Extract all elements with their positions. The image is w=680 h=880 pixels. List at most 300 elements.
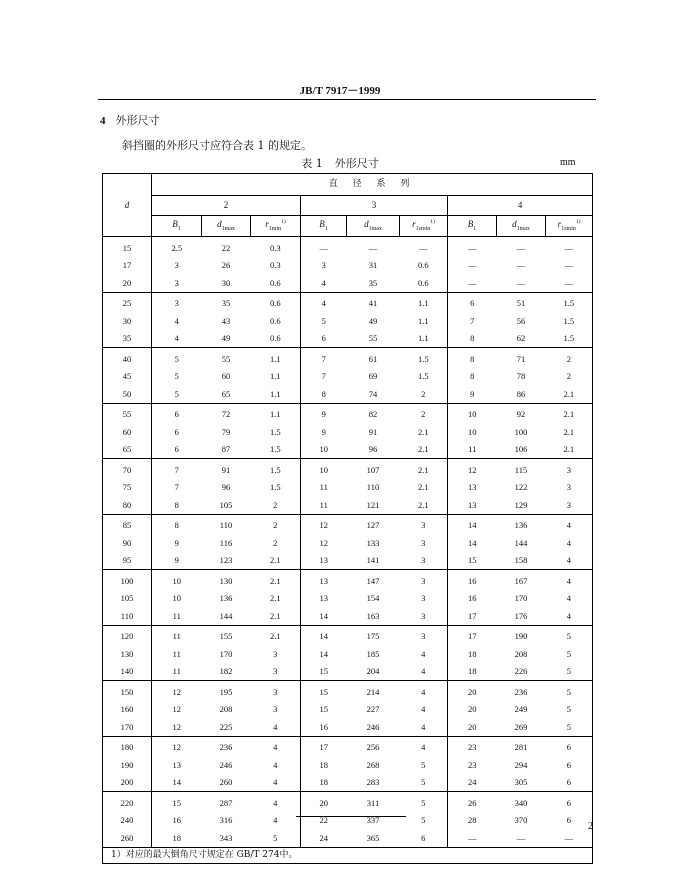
table-cell: 15 — [152, 792, 202, 812]
table-row — [103, 423, 593, 441]
table-cell: 2.1 — [417, 426, 429, 437]
table-cell: 1.1 — [269, 371, 281, 381]
table-cell: 3 — [421, 555, 426, 565]
table-cell: 6 — [174, 426, 179, 437]
table-cell: 204 — [366, 666, 380, 676]
table-cell: 12 — [301, 534, 347, 552]
table-cell: 2.1 — [546, 403, 593, 423]
table-row — [103, 479, 593, 497]
table-cell: 249 — [514, 704, 528, 714]
cell-d: 120 — [103, 625, 152, 645]
table-cell: 4 — [400, 681, 448, 701]
table-cell: 141 — [366, 555, 380, 565]
table-cell: 3 — [152, 292, 202, 312]
table-row — [103, 459, 593, 479]
table-cell: 12 — [152, 681, 202, 701]
cell-d: 140 — [103, 663, 152, 681]
table-cell: 14 — [301, 625, 347, 645]
table-cell: 92 — [497, 403, 546, 423]
table-cell: 0.6 — [417, 260, 429, 270]
table-cell: 283 — [366, 777, 380, 787]
table-cell: 2 — [566, 371, 571, 381]
cell-d: 110 — [103, 607, 152, 625]
table-cell: 7 — [448, 312, 497, 330]
table-cell: 5 — [301, 312, 347, 330]
table-cell: 18 — [448, 663, 497, 681]
table-cell: 294 — [514, 759, 528, 770]
table-cell: 185 — [366, 648, 380, 659]
table-row — [103, 385, 593, 403]
table-cell: 4 — [400, 736, 448, 756]
table-cell: 4 — [301, 292, 347, 312]
table-cell: — — [347, 237, 400, 257]
table-cell: 365 — [366, 832, 380, 843]
cell-d: 65 — [103, 441, 152, 459]
section-text: 斜挡圈的外形尺寸应符合表 1 的规定。 — [122, 139, 312, 152]
header-group-2: 2 — [152, 196, 301, 216]
table-cell: 61 — [347, 348, 400, 368]
table-cell: 2.1 — [563, 426, 575, 437]
table-cell: 10 — [448, 423, 497, 441]
table-cell: 4 — [421, 648, 426, 659]
table-cell: 147 — [347, 570, 400, 590]
table-cell: 51 — [497, 292, 546, 312]
table-cell: 2.1 — [400, 459, 448, 479]
table-cell: 144 — [219, 610, 233, 621]
table-cell: 4 — [566, 555, 571, 565]
table-row — [103, 607, 593, 625]
table-cell: 5 — [566, 721, 571, 732]
table-cell: 17 — [448, 607, 497, 625]
table-row — [103, 348, 593, 368]
table-cell: 74 — [368, 388, 378, 399]
table-cell: 1.1 — [251, 403, 301, 423]
table-cell: 20 — [301, 792, 347, 812]
table-cell: 1.1 — [251, 348, 301, 368]
header-b-3: $B_1$ — [301, 216, 347, 237]
table-cell: 3 — [400, 570, 448, 590]
cell-d: 200 — [103, 774, 152, 792]
table-cell: 1.5 — [546, 292, 593, 312]
table-cell: — — [546, 237, 593, 257]
table-cell: 176 — [514, 610, 528, 621]
table-cell: 96 — [221, 482, 231, 492]
table-cell: 22 — [301, 812, 347, 830]
table-row — [103, 829, 593, 847]
table-cell: 24 — [301, 829, 347, 847]
table-cell: 15 — [301, 701, 347, 719]
table-cell: 2 — [273, 499, 278, 510]
table-cell: 1.5 — [400, 348, 448, 368]
cell-d: 20 — [103, 274, 152, 292]
table-cell: 170 — [219, 648, 233, 659]
page-number: 2 — [588, 821, 593, 832]
cell-d: 260 — [103, 829, 152, 847]
table-cell: 268 — [366, 759, 380, 770]
table-cell: 11 — [301, 479, 347, 497]
table-cell: 14 — [448, 514, 497, 534]
header-dmax-3: $d_{1max}$ — [347, 216, 400, 237]
table-cell: 163 — [366, 610, 380, 621]
table-cell: 2 — [273, 537, 278, 548]
table-row — [103, 441, 593, 459]
table-cell: 133 — [366, 537, 380, 548]
table-cell: 56 — [516, 315, 526, 326]
table-row — [103, 681, 593, 701]
table-cell: 3 — [251, 681, 301, 701]
table-cell: 13 — [448, 496, 497, 514]
table-cell: 69 — [368, 371, 378, 381]
table-cell: 8 — [301, 385, 347, 403]
header-series: 直 径 系 列 — [152, 174, 593, 196]
header-dmax-4: $d_{1max}$ — [497, 216, 546, 237]
table-cell: 175 — [347, 625, 400, 645]
table-cell: — — [497, 237, 546, 257]
table-cell: 305 — [514, 777, 528, 787]
table-cell: 287 — [202, 792, 251, 812]
table-cell: 136 — [497, 514, 546, 534]
table-cell: 4 — [421, 704, 426, 714]
table-cell: 14 — [301, 645, 347, 663]
table-cell: 17 — [448, 625, 497, 645]
table-cell: 8 — [448, 348, 497, 368]
table-cell: 4 — [273, 759, 278, 770]
cell-d: 240 — [103, 812, 152, 830]
table-cell: 12 — [152, 736, 202, 756]
table-cell: 2.1 — [417, 499, 429, 510]
table-cell: 7 — [301, 368, 347, 386]
table-cell: 208 — [219, 704, 233, 714]
table-cell: 3 — [174, 277, 179, 288]
table-cell: 1.5 — [269, 444, 281, 454]
cell-d: 80 — [103, 496, 152, 514]
cell-d: 190 — [103, 756, 152, 774]
table-cell: 87 — [221, 444, 231, 454]
table-cell: 23 — [448, 736, 497, 756]
table-cell: 2.1 — [251, 570, 301, 590]
table-cell: 6 — [421, 832, 426, 843]
table-cell: 18 — [301, 756, 347, 774]
cell-d: 45 — [103, 368, 152, 386]
table-cell: 4 — [174, 315, 179, 326]
table-cell: 129 — [514, 499, 528, 510]
table-row — [103, 570, 593, 590]
table-cell: 127 — [347, 514, 400, 534]
table-cell: 110 — [202, 514, 251, 534]
table-cell: 1.1 — [269, 388, 281, 399]
section-heading — [100, 112, 160, 128]
cell-d: 160 — [103, 701, 152, 719]
table-cell: 1.1 — [417, 333, 429, 343]
table-cell: 20 — [448, 681, 497, 701]
table-cell: 7 — [152, 459, 202, 479]
table-row — [103, 534, 593, 552]
table-cell: 190 — [497, 625, 546, 645]
table-cell: 5 — [421, 759, 426, 770]
cell-d: 30 — [103, 312, 152, 330]
table-cell: 5 — [566, 648, 571, 659]
table-cell: 26 — [221, 260, 231, 270]
table-cell: 49 — [221, 333, 231, 343]
table-cell: 105 — [219, 499, 233, 510]
table-cell: 136 — [219, 593, 233, 603]
table-cell: 6 — [301, 330, 347, 348]
table-row — [103, 274, 593, 292]
table-caption-label: 表 1 — [301, 157, 323, 170]
table-cell: 23 — [448, 756, 497, 774]
table-cell: 6 — [566, 815, 571, 825]
table-cell: 4 — [251, 792, 301, 812]
table-cell: 0.6 — [251, 292, 301, 312]
table-unit: mm — [560, 157, 576, 168]
table-cell: 31 — [368, 260, 378, 270]
table-cell: 122 — [514, 482, 528, 492]
table-caption-title: 外形尺寸 — [334, 157, 379, 170]
table-cell: 5 — [400, 792, 448, 812]
table-cell: — — [516, 260, 526, 270]
table-cell: 1.5 — [251, 459, 301, 479]
table-cell: 11 — [172, 648, 181, 659]
table-cell: 1.5 — [269, 426, 281, 437]
header-rmin-3: $r_{1smin}^{1)}$ — [400, 216, 448, 237]
table-caption — [0, 155, 680, 171]
table-cell: 4 — [421, 666, 426, 676]
table-row — [103, 552, 593, 570]
table-cell: 311 — [347, 792, 400, 812]
table-cell: 370 — [514, 815, 528, 825]
table-cell: 3 — [421, 593, 426, 603]
table-cell: 4 — [566, 537, 571, 548]
table-cell: 115 — [497, 459, 546, 479]
table-cell: 55 — [368, 333, 378, 343]
table-cell: 0.6 — [269, 333, 281, 343]
table-cell: 17 — [301, 736, 347, 756]
table-cell: 49 — [368, 315, 378, 326]
table-cell: 208 — [514, 648, 528, 659]
table-cell: 225 — [219, 721, 233, 732]
table-row — [103, 496, 593, 514]
table-cell: 11 — [301, 496, 347, 514]
table-cell: 4 — [273, 721, 278, 732]
table-cell: 5 — [546, 681, 593, 701]
table-cell: 1.1 — [400, 292, 448, 312]
table-row — [103, 257, 593, 275]
table-cell: 96 — [368, 444, 378, 454]
table-cell: 43 — [221, 315, 231, 326]
table-cell: — — [400, 237, 448, 257]
table-cell: 5 — [273, 832, 278, 843]
table-footnote: 1）对应的最大倒角尺寸规定在 GB/T 274中。 — [103, 847, 593, 863]
cell-d: 220 — [103, 792, 152, 812]
table-cell: 227 — [366, 704, 380, 714]
table-cell: 269 — [514, 721, 528, 732]
table-cell: 154 — [366, 593, 380, 603]
table-row — [103, 774, 593, 792]
header-group-3: 3 — [301, 196, 448, 216]
table-cell: — — [564, 832, 574, 843]
cell-d: 130 — [103, 645, 152, 663]
table-cell: 8 — [448, 368, 497, 386]
table-row — [103, 736, 593, 756]
table-cell: 246 — [366, 721, 380, 732]
table-row — [103, 368, 593, 386]
table-cell: 8 — [448, 330, 497, 348]
table-cell: 6 — [546, 736, 593, 756]
table-cell: 15 — [301, 663, 347, 681]
table-cell: 11 — [172, 610, 181, 621]
table-cell: 6 — [566, 759, 571, 770]
cell-d: 180 — [103, 736, 152, 756]
table-cell: 3 — [566, 499, 571, 510]
table-cell: 2.1 — [563, 388, 575, 399]
table-cell: 9 — [301, 423, 347, 441]
table-cell: 82 — [347, 403, 400, 423]
table-cell: 18 — [172, 832, 181, 843]
table-cell: 2 — [251, 514, 301, 534]
cell-d: 170 — [103, 718, 152, 736]
table-cell: 121 — [366, 499, 380, 510]
standard-code: JB/T 7917－1999 — [299, 85, 381, 97]
cell-d: 105 — [103, 590, 152, 608]
table-cell: 130 — [202, 570, 251, 590]
table-cell: 11 — [448, 441, 497, 459]
table-cell: 10 — [172, 593, 181, 603]
cell-d: 95 — [103, 552, 152, 570]
table-cell: — — [516, 832, 526, 843]
table-row — [103, 812, 593, 830]
table-cell: 16 — [448, 570, 497, 590]
table-row — [103, 645, 593, 663]
table-cell: 13 — [448, 479, 497, 497]
table-cell: 11 — [152, 625, 202, 645]
table-cell: 14 — [301, 607, 347, 625]
table-cell: 16 — [448, 590, 497, 608]
table-cell: 3 — [421, 610, 426, 621]
header-d: d — [103, 174, 152, 237]
table-cell: 4 — [421, 721, 426, 732]
table-cell: 1.5 — [563, 333, 575, 343]
table-cell: 2.1 — [269, 555, 281, 565]
table-cell: 13 — [301, 570, 347, 590]
header-rmin-4: $r_{1smin}^{1)}$ — [546, 216, 593, 237]
table-cell: 11 — [172, 666, 181, 676]
table-row — [103, 756, 593, 774]
table-cell: 100 — [514, 426, 528, 437]
table-cell: 6 — [448, 292, 497, 312]
table-cell: 236 — [497, 681, 546, 701]
table-cell: 6 — [546, 792, 593, 812]
table-cell: 8 — [152, 514, 202, 534]
table-cell: 195 — [202, 681, 251, 701]
table-cell: 12 — [448, 459, 497, 479]
table-cell: 16 — [172, 815, 181, 825]
cell-d: 55 — [103, 403, 152, 423]
table-cell: 2.1 — [269, 593, 281, 603]
table-cell: 256 — [347, 736, 400, 756]
cell-d: 85 — [103, 514, 152, 534]
table-cell: 3 — [273, 666, 278, 676]
table-cell: 214 — [347, 681, 400, 701]
table-cell: 337 — [366, 815, 380, 825]
table-cell: 91 — [202, 459, 251, 479]
table-row — [103, 312, 593, 330]
table-cell: 10 — [152, 570, 202, 590]
table-cell: 5 — [421, 777, 426, 787]
table-row — [103, 237, 593, 257]
table-cell: — — [448, 829, 497, 847]
table-cell: 9 — [301, 403, 347, 423]
table-cell: 6 — [152, 403, 202, 423]
table-row — [103, 625, 593, 645]
table-cell: — — [564, 277, 574, 288]
table-body — [103, 237, 593, 848]
header-rmin-2: $r_{1min}^{1)}$ — [251, 216, 301, 237]
table-cell: 91 — [368, 426, 378, 437]
table-cell: 13 — [301, 590, 347, 608]
table-cell: 116 — [219, 537, 233, 548]
table-cell: 1.5 — [269, 482, 281, 492]
table-cell: 3 — [273, 648, 278, 659]
table-cell: 4 — [566, 593, 571, 603]
table-cell: 3 — [174, 260, 179, 270]
table-cell: 3 — [273, 704, 278, 714]
table-cell: 2.1 — [563, 444, 575, 454]
cell-d: 90 — [103, 534, 152, 552]
table-cell: 16 — [301, 718, 347, 736]
table-cell: 7 — [174, 482, 179, 492]
table-cell: 123 — [219, 555, 233, 565]
table-cell: 60 — [221, 371, 231, 381]
table-cell: 236 — [202, 736, 251, 756]
table-cell: 2.1 — [251, 625, 301, 645]
table-cell: 15 — [301, 681, 347, 701]
table-cell: 281 — [497, 736, 546, 756]
table-cell: 340 — [497, 792, 546, 812]
table-cell: 0.6 — [269, 277, 281, 288]
table-cell: 3 — [400, 514, 448, 534]
table-cell: 343 — [219, 832, 233, 843]
table-cell: 28 — [448, 812, 497, 830]
table-cell: 24 — [448, 774, 497, 792]
table-cell: 10 — [448, 403, 497, 423]
table-cell: 4 — [251, 736, 301, 756]
section-title: 外形尺寸 — [115, 114, 160, 127]
table-cell: 26 — [448, 792, 497, 812]
table-cell: — — [564, 260, 574, 270]
table-cell: 7 — [301, 348, 347, 368]
table-row — [103, 514, 593, 534]
table-cell: 4 — [273, 815, 278, 825]
cell-d: 70 — [103, 459, 152, 479]
table-cell: 13 — [172, 759, 181, 770]
table-cell: 8 — [174, 499, 179, 510]
table-cell: 79 — [221, 426, 231, 437]
table-row — [103, 701, 593, 719]
table-cell: 3 — [421, 537, 426, 548]
table-cell: 72 — [202, 403, 251, 423]
table-cell: 246 — [219, 759, 233, 770]
table-cell: 107 — [347, 459, 400, 479]
table-cell: 35 — [202, 292, 251, 312]
dimensions-table — [102, 173, 593, 864]
table-cell: 62 — [516, 333, 526, 343]
table-cell: 4 — [301, 274, 347, 292]
table-cell: 110 — [366, 482, 380, 492]
table-cell: — — [448, 274, 497, 292]
table-cell: 78 — [516, 371, 526, 381]
table-cell: 260 — [219, 777, 233, 787]
table-cell: 14 — [448, 534, 497, 552]
